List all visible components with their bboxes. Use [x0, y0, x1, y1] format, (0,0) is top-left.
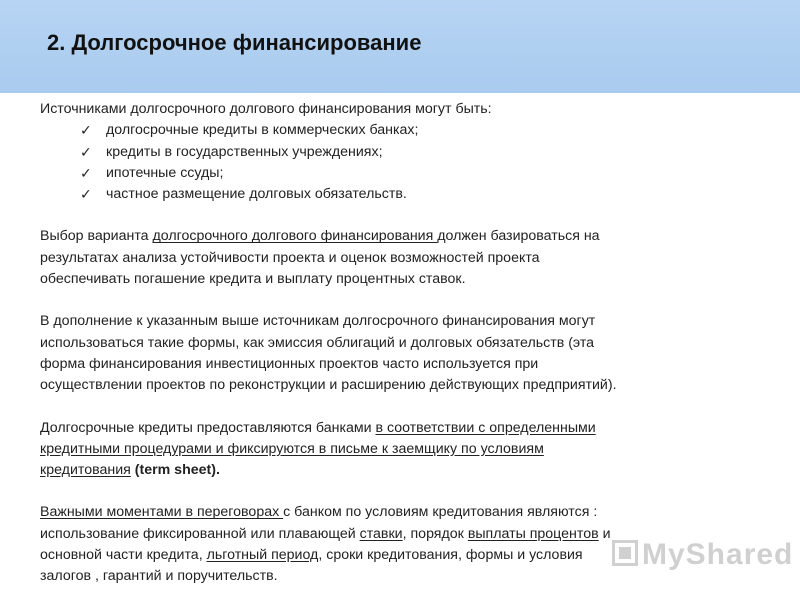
text-span: использование фиксированной или плавающей — [40, 525, 360, 542]
checkmark-icon: ✓ — [80, 164, 92, 181]
list-item — [40, 184, 780, 205]
paragraph-line — [40, 502, 780, 523]
link-credit-procedures-cont[interactable]: кредитными процедурами и фиксируются в письме к заемщику по условиям — [40, 440, 544, 457]
link-grace-period[interactable]: льготный период — [206, 547, 319, 564]
link-rate[interactable]: ставки — [359, 525, 403, 542]
link-negotiation-points[interactable]: Важными моментами в переговорах — [40, 504, 284, 521]
link-credit-procedures[interactable]: в соответствии с определенными — [375, 419, 596, 436]
slide-title: 2. Долгосрочное финансирование — [47, 30, 422, 55]
slide-body — [40, 99, 780, 588]
watermark-logo — [612, 538, 793, 572]
link-crediting[interactable]: кредитования — [40, 462, 131, 479]
paragraph-line — [40, 439, 780, 460]
paragraph-line: использоваться такие формы, как эмиссия облигаций и долговых обязательств (эта — [40, 334, 595, 351]
term-sheet-text: (term sheet). — [130, 462, 220, 479]
paragraph-bank-credits — [40, 418, 780, 482]
list-item — [40, 142, 780, 163]
sources-list — [40, 120, 780, 205]
paragraph-line — [40, 418, 780, 439]
checkmark-icon: ✓ — [80, 143, 92, 160]
list-item-label: частное размещение долговых обязательств. — [106, 186, 407, 203]
text-span: с банком по условиям кредитования являются : — [283, 504, 598, 521]
text-span: Выбор варианта — [40, 228, 153, 245]
checkmark-icon: ✓ — [80, 186, 92, 203]
paragraph-additional-forms — [40, 311, 780, 396]
paragraph-line: обеспечивать погашение кредита и выплату процентных ставок. — [40, 271, 466, 288]
text-span: должен базироваться на — [437, 228, 600, 245]
link-long-term-debt-financing[interactable]: долгосрочного долгового финансирования — [152, 228, 438, 245]
paragraph-variant-choice — [40, 226, 780, 290]
paragraph-line: залогов , гарантий и поручительств. — [40, 568, 278, 585]
text-span: , сроки кредитования, формы и условия — [318, 547, 583, 564]
text-span: основной части кредита, — [40, 547, 207, 564]
paragraph-line: В дополнение к указанным выше источникам долгосрочного финансирования могут — [40, 313, 596, 330]
intro-text: Источниками долгосрочного долгового финансирования могут быть: — [40, 101, 492, 117]
title-banner — [0, 0, 800, 93]
paragraph-line: осуществлении проектов по реконструкции и расширению действующих предприятий). — [40, 377, 617, 394]
checkmark-icon: ✓ — [80, 122, 92, 139]
list-item — [40, 120, 780, 141]
text-span: Долгосрочные кредиты предоставляются банками — [40, 419, 376, 436]
watermark-icon — [612, 540, 638, 566]
list-item-label: ипотечные ссуды; — [106, 164, 224, 181]
watermark-text: MyShared — [642, 538, 794, 571]
list-item-label: кредиты в государственных учреждениях; — [106, 143, 383, 160]
text-span: и — [598, 525, 611, 542]
paragraph-line: форма финансирования инвестиционных проектов часто используется при — [40, 355, 539, 372]
list-item-label: долгосрочные кредиты в коммерческих банках; — [106, 122, 419, 139]
paragraph-line — [40, 460, 780, 481]
text-span: , порядок — [402, 525, 468, 542]
paragraph-line — [40, 226, 780, 247]
paragraph-line: результатах анализа устойчивости проекта и оценок возможностей проекта — [40, 249, 540, 266]
list-item — [40, 163, 780, 184]
link-interest-payments[interactable]: выплаты процентов — [467, 525, 599, 542]
